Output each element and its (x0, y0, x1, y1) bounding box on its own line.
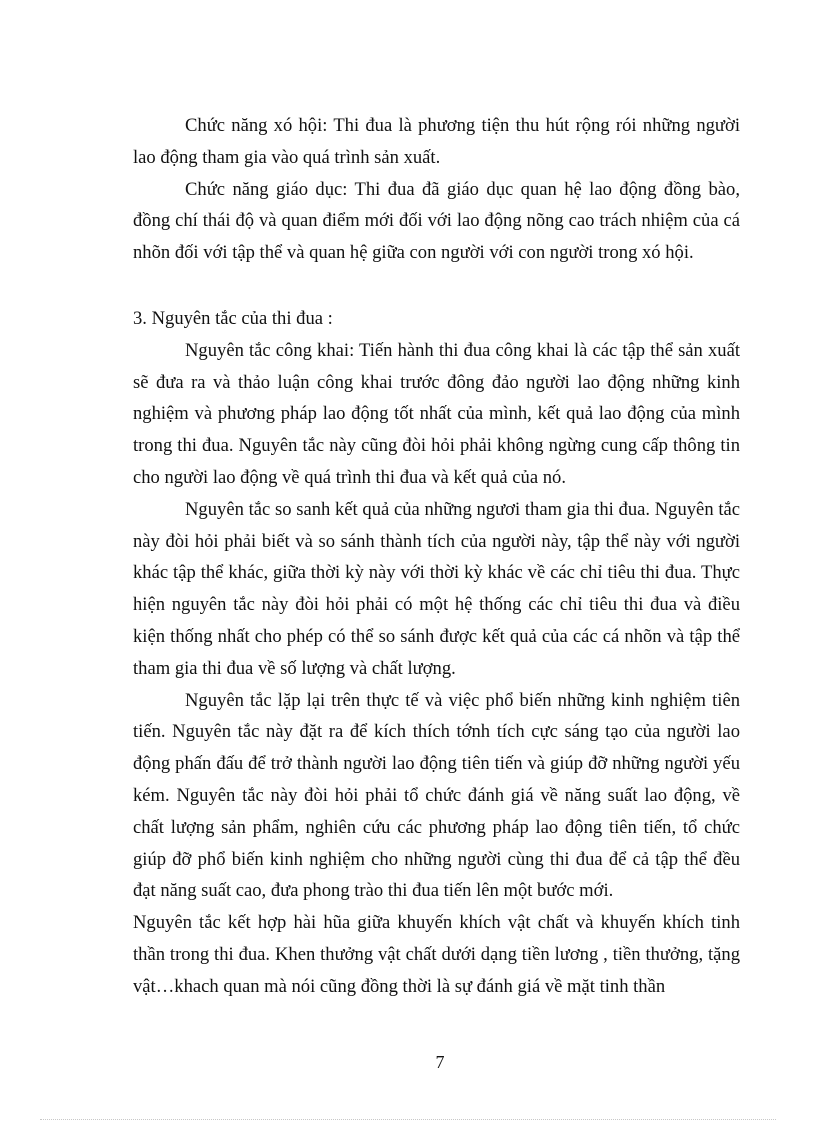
function-section (133, 110, 740, 269)
principles-section (133, 303, 740, 1003)
incentive-principle-paragraph: Nguyên tắc kết hợp hài hũa giữa khuyến khích vật chất và khuyến khích tinh thần trong thi đua. Khen thưởng vật chất dưới dạng tiền lương , tiền thưởng, tặng vật…khach quan mà nói cũng đồng thời là sự đánh giá về mặt tinh thần (133, 912, 740, 997)
education-function-paragraph: Chức năng giáo dục: Thi đua đã giáo dục quan hệ lao động đồng bào, đồng chí thái độ và quan điểm mới đối với lao động nõng cao trách nhiệm của cá nhõn đối với tập thể và quan hệ giữa con người với con người trong xó hội. (133, 178, 740, 264)
section-heading: 3. Nguyên tắc của thi đua : (133, 308, 333, 329)
repetition-principle-paragraph: Nguyên tắc lặp lại trên thực tế và việc phổ biến những kinh nghiệm tiên tiến. Nguyên tắc này đặt ra để kích thích tớnh tích cực sáng tạo của người lao động phấn đấu để trở thành người lao động tiên tiến và giúp đỡ những người yếu kém. Nguyên tắc này đòi hỏi phải tổ chức đánh giá về năng suất lao động, về chất lượng sản phẩm, nghiên cứu các phương pháp lao động tiên tiến, tổ chức giúp đỡ phổ biến kinh nghiệm cho những người cùng thi đua để cả tập thể đều đạt năng suất cao, đưa phong trào thi đua tiến lên một bước mới. (133, 689, 740, 902)
footer-divider (40, 1119, 776, 1120)
comparison-principle-paragraph: Nguyên tắc so sanh kết quả của những ngươi tham gia thi đua. Nguyên tắc này đòi hỏi phải biết và so sánh thành tích của người này, tập thể này với người khác tập thể khác, giữa thời kỳ này với thời kỳ khác về các chỉ tiêu thi đua. Thực hiện nguyên tắc này đòi hỏi phải có một hệ thống các chỉ tiêu thi đua và điều kiện thống nhất cho phép có thể so sánh được kết quả của các cá nhõn và tập thể tham gia thi đua về số lượng và chất lượng. (133, 498, 740, 679)
page-number: 7 (435, 1052, 445, 1072)
social-function-paragraph: Chức năng xó hội: Thi đua là phương tiện thu hút rộng rói những người lao động tham gia vào quá trình sản xuất. (133, 115, 740, 168)
publicity-principle-paragraph: Nguyên tắc công khai: Tiến hành thi đua công khai là các tập thể sản xuất sẽ đưa ra và thảo luận công khai trước đông đảo người lao động những kinh nghiệm và phương pháp lao động tốt nhất của mình, kết quả lao động của mình trong thi đua. Nguyên tắc này cũng đòi hỏi phải không ngừng cung cấp thông tin cho người lao động về quá trình thi đua và kết quả của nó. (133, 339, 740, 488)
